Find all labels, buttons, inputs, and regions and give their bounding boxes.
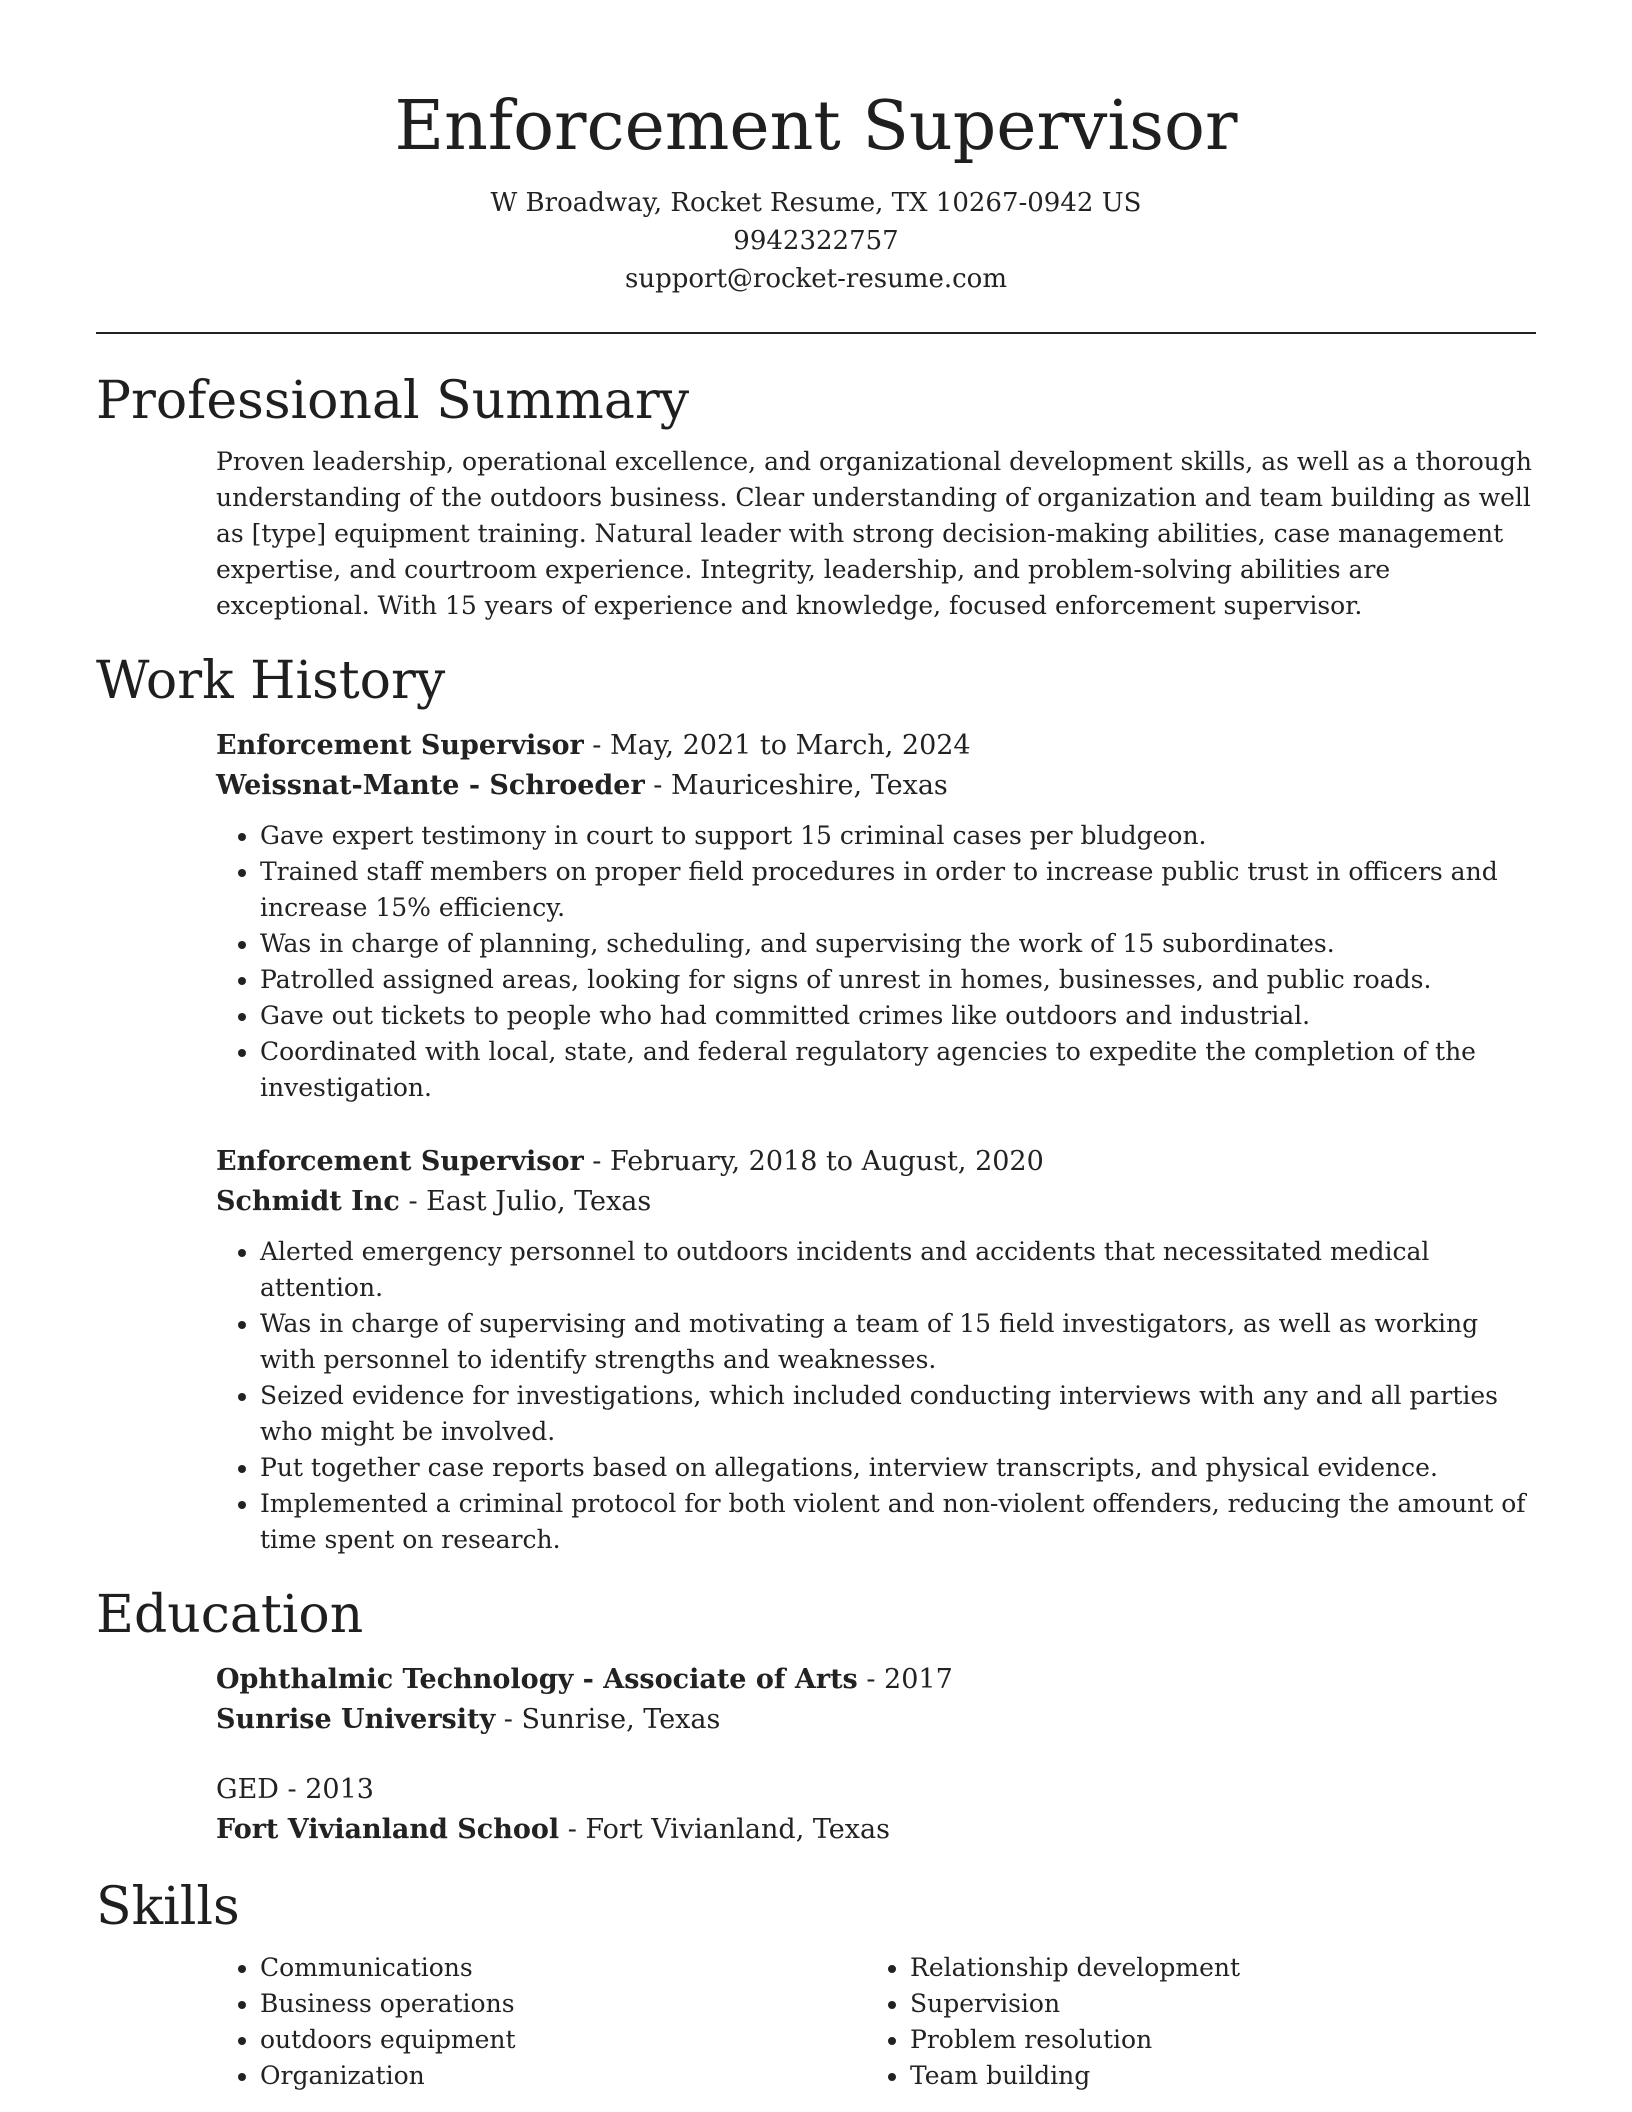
job-title-line [216, 726, 1536, 766]
work-history-body [96, 726, 1536, 1558]
job-bullet: • Was in charge of supervising and motivating a team of 15 field investigators, as well as working with personnel to identify strengths and weaknesses. [260, 1306, 1536, 1378]
education-location: - Sunrise, Texas [495, 1704, 721, 1735]
job-title-line [216, 1142, 1536, 1182]
skills-column-left [216, 1950, 866, 2094]
job-bullet: • Was in charge of planning, scheduling, and supervising the work of 15 subordinates. [260, 926, 1536, 962]
summary-section [96, 366, 1536, 624]
header-divider [96, 332, 1536, 334]
skill-item: • Organization [260, 2058, 866, 2094]
summary-text: Proven leadership, operational excellence, and organizational development skills, as well as a thorough understanding of the outdoors business. Clear understanding of organization and team building as well as [type] equipment training. Natural leader with strong decision-making abilities, case management expertise, and courtroom experience. Integrity, leadership, and problem-solving abilities are exceptional. With 15 years of experience and knowledge, focused enforcement supervisor. [216, 447, 1532, 620]
job-location: - East Julio, Texas [399, 1186, 652, 1217]
skills-title: Skills [96, 1877, 240, 1937]
contact-address: W Broadway, Rocket Resume, TX 10267-0942 US [490, 188, 1142, 218]
skill-item: • Problem resolution [910, 2022, 1516, 2058]
summary-body [96, 444, 1536, 624]
job-bullet: • Put together case reports based on allegations, interview transcripts, and physical evidence. [260, 1450, 1536, 1486]
job-bullets [216, 1234, 1536, 1558]
job-bullet: • Implemented a criminal protocol for both violent and non-violent offenders, reducing the amount of time spent on research. [260, 1486, 1536, 1558]
skill-item: • Supervision [910, 1986, 1516, 2022]
job-company: Schmidt Inc [216, 1186, 400, 1217]
contact-block [96, 184, 1536, 298]
contact-phone: 9942322757 [733, 226, 899, 256]
job-company-line [216, 766, 1536, 806]
job-bullets [216, 818, 1536, 1106]
skills-section [96, 1872, 1536, 2094]
job-company: Weissnat-Mante - Schroeder [216, 770, 645, 801]
skill-item: • Communications [260, 1950, 866, 1986]
education-year: - 2017 [857, 1664, 953, 1695]
job-bullet: • Gave out tickets to people who had committed crimes like outdoors and industrial. [260, 998, 1536, 1034]
resume-header [96, 0, 1536, 298]
education-entry [216, 1660, 1536, 1740]
education-degree-line [216, 1660, 1536, 1700]
job-entry [216, 1142, 1536, 1558]
education-year: GED - 2013 [216, 1774, 374, 1805]
skill-item: • Business operations [260, 1986, 866, 2022]
education-school: Sunrise University [216, 1704, 496, 1735]
education-degree: Ophthalmic Technology - Associate of Arts [216, 1664, 858, 1695]
skills-grid [216, 1950, 1536, 2094]
education-entry [216, 1770, 1536, 1850]
job-dates: - February, 2018 to August, 2020 [583, 1146, 1044, 1177]
job-entry [216, 726, 1536, 1106]
skill-item: • outdoors equipment [260, 2022, 866, 2058]
summary-title: Professional Summary [96, 371, 690, 431]
job-bullet: • Patrolled assigned areas, looking for signs of unrest in homes, businesses, and public roads. [260, 962, 1536, 998]
work-history-title: Work History [96, 651, 446, 711]
education-body [96, 1660, 1536, 1850]
skills-body [96, 1950, 1536, 2094]
job-company-line [216, 1182, 1536, 1222]
job-role: Enforcement Supervisor [216, 730, 584, 761]
skill-item: • Team building [910, 2058, 1516, 2094]
job-bullet: • Gave expert testimony in court to support 15 criminal cases per bludgeon. [260, 818, 1536, 854]
job-bullet: • Seized evidence for investigations, which included conducting interviews with any and all parties who might be involved. [260, 1378, 1536, 1450]
skill-item: • Relationship development [910, 1950, 1516, 1986]
education-title: Education [96, 1585, 364, 1645]
education-school: Fort Vivianland School [216, 1814, 560, 1845]
education-section [96, 1580, 1536, 1850]
contact-email: support@rocket-resume.com [624, 264, 1007, 294]
job-bullet: • Trained staff members on proper field procedures in order to increase public trust in officers and increase 15% efficiency. [260, 854, 1536, 926]
education-degree-line [216, 1770, 1536, 1810]
job-role: Enforcement Supervisor [216, 1146, 584, 1177]
education-location: - Fort Vivianland, Texas [559, 1814, 890, 1845]
education-school-line [216, 1810, 1536, 1850]
job-location: - Mauriceshire, Texas [644, 770, 948, 801]
job-bullet: • Alerted emergency personnel to outdoors incidents and accidents that necessitated medical attention. [260, 1234, 1536, 1306]
education-school-line [216, 1700, 1536, 1740]
job-dates: - May, 2021 to March, 2024 [583, 730, 971, 761]
job-bullet: • Coordinated with local, state, and federal regulatory agencies to expedite the completion of the investigation. [260, 1034, 1536, 1106]
work-history-section [96, 646, 1536, 1558]
skills-column-right [866, 1950, 1516, 2094]
candidate-name: Enforcement Supervisor [394, 87, 1238, 166]
